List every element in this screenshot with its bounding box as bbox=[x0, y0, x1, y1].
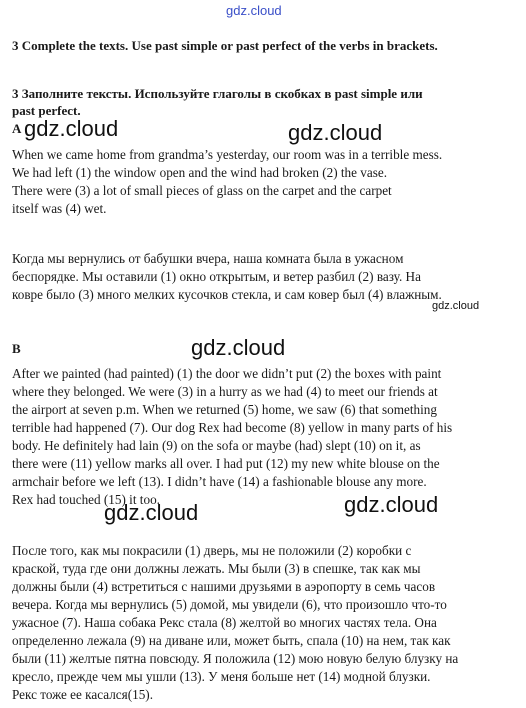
section-b-russian-text bbox=[12, 542, 522, 704]
text-line: Когда мы вернулись от бабушки вчера, наша комната была в ужасном bbox=[12, 251, 404, 266]
text-line: the airport at seven p.m. When we returned (5) home, we saw (6) that something bbox=[12, 402, 437, 417]
watermark: gdz.cloud bbox=[288, 120, 383, 145]
text-line: armchair before we left (13). I didn’t have (14) a fashionable blouse any more. bbox=[12, 474, 427, 489]
text-line: кресло, прежде чем мы ушли (13). У меня больше нет (14) модной блузки. bbox=[12, 669, 431, 684]
section-b-english-text bbox=[12, 365, 522, 509]
task-heading-ru-line: past perfect. bbox=[12, 103, 81, 118]
text-line: there were (11) yellow marks all over. I had put (12) my new white blouse on the bbox=[12, 456, 440, 471]
text-line: Rex had touched (15) it too. bbox=[12, 492, 160, 507]
text-line: where they belonged. We were (3) in a hurry as we had (4) to meet our friends at bbox=[12, 384, 438, 399]
text-line: body. He definitely had lain (9) on the sofa or maybe (had) slept (10) on it, as bbox=[12, 438, 421, 453]
text-line: After we painted (had painted) (1) the door we didn’t put (2) the boxes with paint bbox=[12, 366, 442, 381]
text-line: После того, как мы покрасили (1) дверь, мы не положили (2) коробки с bbox=[12, 543, 412, 558]
text-line: We had left (1) the window open and the wind had broken (2) the vase. bbox=[12, 165, 388, 180]
text-line: были (11) желтые пятна повсюду. Я положила (12) мою новую белую блузку на bbox=[12, 651, 459, 666]
text-line: определенно лежала (9) на диване или, может быть, спала (10) на нем, так как bbox=[12, 633, 451, 648]
text-line: When we came home from grandma’s yesterday, our room was in a terrible mess. bbox=[12, 147, 443, 162]
text-line: Рекс тоже ее касался(15). bbox=[12, 687, 153, 702]
text-line: ужасное (7). Наша собака Рекс стала (8) желтой во многих частях тела. Она bbox=[12, 615, 437, 630]
section-a-english-text bbox=[12, 146, 522, 218]
watermark: gdz.cloud bbox=[104, 500, 199, 525]
task-heading-ru bbox=[12, 85, 423, 119]
watermark: gdz.cloud bbox=[24, 116, 119, 141]
text-line: itself was (4) wet. bbox=[12, 201, 107, 216]
watermark-small: gdz.cloud bbox=[432, 300, 480, 312]
text-line: краской, туда где они должны лежать. Мы были (3) в спешке, так как мы bbox=[12, 561, 421, 576]
task-heading-ru-line: 3 Заполните тексты. Используйте глаголы в скобках в past simple или bbox=[12, 86, 423, 101]
text-line: беспорядке. Мы оставили (1) окно открытым, и ветер разбил (2) вазу. На bbox=[12, 269, 421, 284]
section-a-russian-text bbox=[12, 250, 522, 304]
section-b-label: B bbox=[12, 341, 21, 356]
watermark: gdz.cloud bbox=[344, 492, 439, 517]
text-line: вечера. Когда мы вернулись (5) домой, мы увидели (6), что произошло что-то bbox=[12, 597, 447, 612]
text-line: должны были (4) встретиться с нашими друзьями в аэропорту в семь часов bbox=[12, 579, 436, 594]
text-line: ковре было (3) много мелких кусочков стекла, и сам ковер был (4) влажным. bbox=[12, 287, 442, 302]
text-line: There were (3) a lot of small pieces of glass on the carpet and the carpet bbox=[12, 183, 392, 198]
task-heading-en: 3 Complete the texts. Use past simple or past perfect of the verbs in brackets. bbox=[12, 38, 438, 53]
watermark-top: gdz.cloud bbox=[226, 3, 282, 18]
text-line: terrible had happened (7). Our dog Rex had become (8) yellow in many parts of his bbox=[12, 420, 453, 435]
watermark: gdz.cloud bbox=[191, 335, 286, 360]
section-a-label: A bbox=[12, 121, 22, 136]
